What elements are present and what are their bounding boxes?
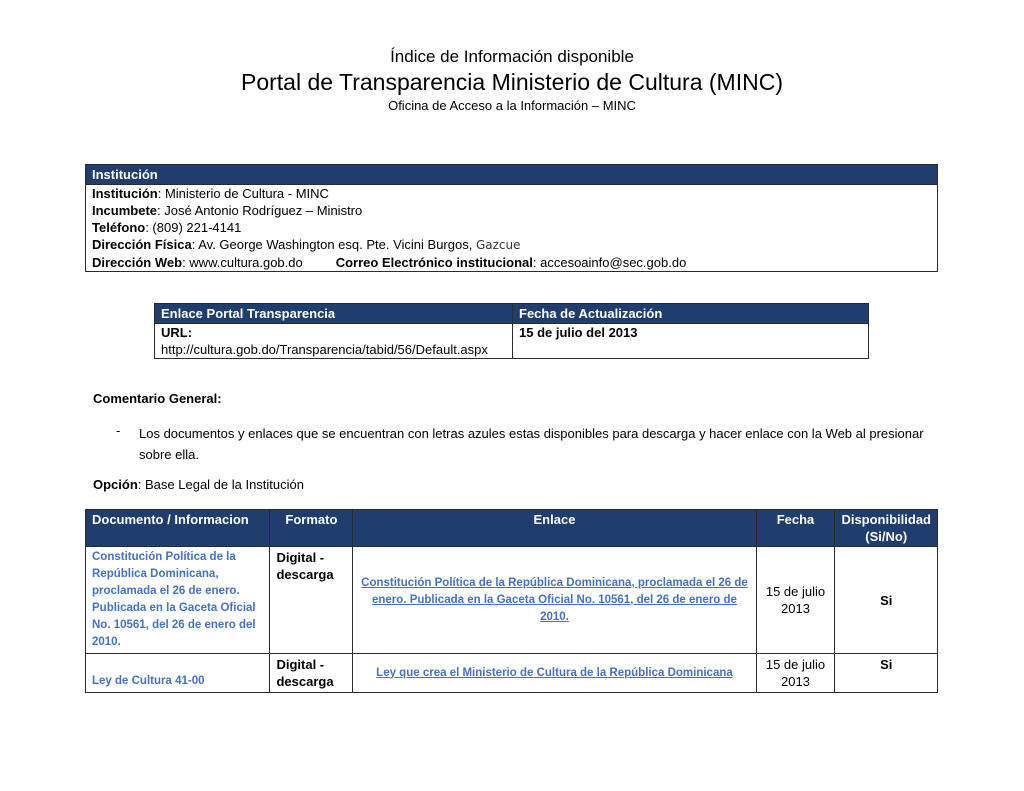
url-label: URL: [161, 325, 193, 340]
incumbente-row [86, 202, 938, 219]
header-enlace: Enlace [353, 510, 756, 547]
institucion-value: : Ministerio de Cultura - MINC [157, 186, 329, 201]
formato-cell: Digital - descarga [270, 547, 353, 654]
portal-data-row [155, 324, 869, 359]
institution-heading: Institución [86, 165, 938, 185]
comment-label: Comentario General: [93, 391, 222, 406]
docs-header-row [86, 510, 938, 547]
formato-cell: Digital - descarga [270, 654, 353, 693]
enlace-link[interactable]: Ley que crea el Ministerio de Cultura de la República Dominicana [353, 654, 756, 693]
portal-table [154, 303, 869, 359]
opcion-label: Opción [93, 477, 138, 492]
web-value: : www.cultura.gob.do [182, 255, 303, 270]
header-documento: Documento / Informacion [86, 510, 270, 547]
portal-fecha: 15 de julio del 2013 [513, 324, 869, 359]
portal-header-row [155, 304, 869, 324]
incumbente-value: : José Antonio Rodríguez – Ministro [157, 203, 363, 218]
correo-value: : accesoainfo@sec.gob.do [532, 255, 687, 270]
header-fecha: Fecha [756, 510, 835, 547]
disponibilidad-cell: Si [835, 654, 938, 693]
portal-url[interactable]: http://cultura.gob.do/Transparencia/tabid/56/Default.aspx [161, 342, 488, 357]
telefono-row [86, 219, 938, 236]
portal-col2-header: Fecha de Actualización [513, 304, 869, 324]
documento-link[interactable]: Ley de Cultura 41-00 [86, 654, 270, 693]
header-formato: Formato [270, 510, 353, 547]
opcion-value: : Base Legal de la Institución [137, 477, 305, 492]
enlace-link[interactable]: Constitución Política de la República Dominicana, proclamada el 26 de enero. Publicada en la Gaceta Oficial No. 10561, del 26 de enero de 2010. [353, 547, 756, 654]
opcion-line [93, 477, 304, 492]
table-row [86, 547, 938, 654]
document-subtitle: Índice de Información disponible [390, 47, 634, 66]
institution-table [85, 164, 938, 272]
disponibilidad-cell: Si [835, 547, 938, 654]
institution-row [86, 185, 938, 203]
document-title: Portal de Transparencia Ministerio de Cultura (MINC) [241, 69, 783, 95]
direccion-row [86, 236, 938, 254]
institucion-label: Institución [92, 186, 158, 201]
fecha-cell: 15 de julio 2013 [756, 547, 835, 654]
office-name: Oficina de Acceso a la Información – MINC [388, 98, 636, 113]
telefono-label: Teléfono [92, 220, 146, 235]
table-row [86, 654, 938, 693]
web-row [86, 254, 938, 272]
institution-header-row [86, 165, 938, 185]
web-label: Dirección Web [92, 255, 183, 270]
bullet-dash: - [116, 423, 121, 438]
direccion-extra: Gazcue [475, 238, 521, 252]
telefono-value: : (809) 221-4141 [145, 220, 242, 235]
correo-label: Correo Electrónico institucional [335, 255, 533, 270]
header-disponibilidad: Disponibilidad (Si/No) [835, 510, 938, 547]
documento-link[interactable]: Constitución Política de la República Dominicana, proclamada el 26 de enero. Publicada en la Gaceta Oficial No. 10561, del 26 de enero del 2010. [86, 547, 270, 654]
documents-table [85, 509, 938, 693]
fecha-cell: 15 de julio 2013 [756, 654, 835, 693]
incumbente-label: Incumbete [92, 203, 158, 218]
direccion-label: Dirección Física [92, 237, 192, 252]
comment-text: Los documentos y enlaces que se encuentran con letras azules estas disponibles para descarga y hacer enlace con la Web al presionar sobre ella. [139, 426, 924, 462]
portal-col1-header: Enlace Portal Transparencia [155, 304, 513, 324]
direccion-value: : Av. George Washington esq. Pte. Vicini Burgos, [191, 237, 473, 252]
